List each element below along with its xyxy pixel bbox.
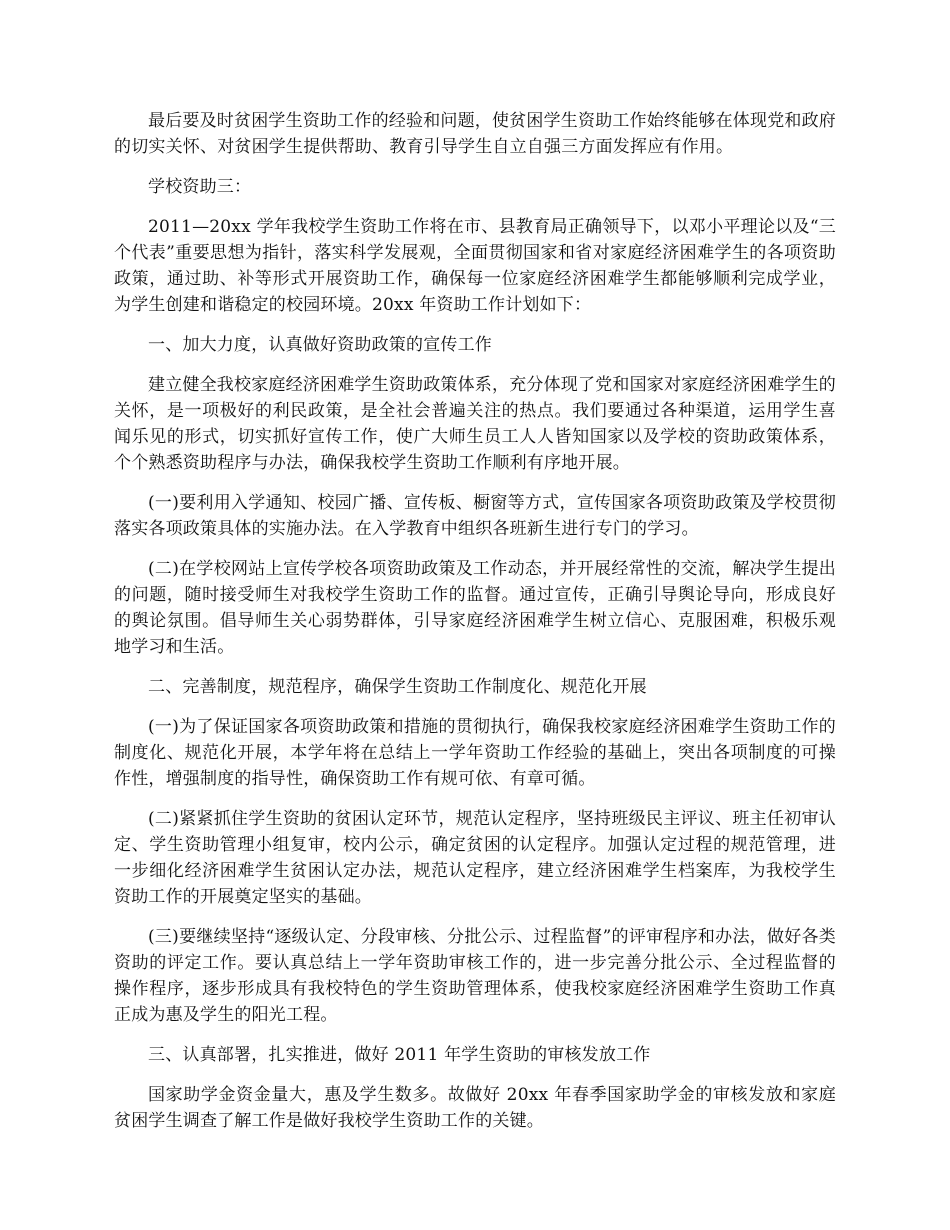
- paragraph-item-2-2: (二)紧紧抓住学生资助的贫困认定环节，规范认定程序，坚持班级民主评议、班主任初审认定、学生资助管理小组复审，校内公示，确定贫困的认定程序。加强认定过程的规范管理，进一步细化经济困难学生贫困认定办法，规范认定程序，建立经济困难学生档案库，为我校学生资助工作的开展奠定坚实的基础。: [114, 809, 836, 907]
- paragraph-intro-plan: 2011—20xx 学年我校学生资助工作将在市、县教育局正确领导下，以邓小平理论以及“三个代表”重要思想为指针，落实科学发展观，全面贯彻国家和省对家庭经济困难学生的各项资助政策，通过助、补等形式开展资助工作，确保每一位家庭经济困难学生都能够顺利完成学业，为学生创建和谐稳定的校园环境。20xx 年资助工作计划如下：: [114, 217, 836, 315]
- section-heading-school-aid-three: 学校资助三：: [148, 177, 252, 197]
- paragraph-item-2-1: (一)为了保证国家各项资助政策和措施的贯彻执行，确保我校家庭经济困难学生资助工作的制度化、规范化开展，本学年将在总结上一学年资助工作经验的基础上，突出各项制度的可操作性，增强制度的指导性，确保资助工作有规可依、有章可循。: [114, 717, 836, 789]
- paragraph-policy-system: 建立健全我校家庭经济困难学生资助政策体系，充分体现了党和国家对家庭经济困难学生的关怀，是一项极好的利民政策，是全社会普遍关注的热点。我们要通过各种渠道，运用学生喜闻乐见的形式，切实抓好宣传工作，使广大师生员工人人皆知国家以及学校的资助政策体系，个个熟悉资助程序与办法，确保我校学生资助工作顺利有序地开展。: [114, 375, 836, 473]
- heading-part-two: 二、完善制度，规范程序，确保学生资助工作制度化、规范化开展: [148, 677, 647, 697]
- document-body: [114, 108, 836, 1148]
- paragraph-national-grant: 国家助学金资金量大，惠及学生数多。故做好 20xx 年春季国家助学金的审核发放和家庭贫困学生调查了解工作是做好我校学生资助工作的关键。: [114, 1085, 836, 1131]
- heading-part-one: 一、加大力度，认真做好资助政策的宣传工作: [148, 335, 492, 355]
- paragraph-item-1-2: (二)在学校网站上宣传学校各项资助政策及工作动态，并开展经常性的交流，解决学生提出的问题，随时接受师生对我校学生资助工作的监督。通过宣传，正确引导舆论导向，形成良好的舆论氛围。倡导师生关心弱势群体，引导家庭经济困难学生树立信心、克服困难，积极乐观地学习和生活。: [114, 559, 836, 657]
- paragraph-closing-summary: 最后要及时贫困学生资助工作的经验和问题，使贫困学生资助工作始终能够在体现党和政府的切实关怀、对贫困学生提供帮助、教育引导学生自立自强三方面发挥应有作用。: [114, 111, 836, 157]
- paragraph-item-1-1: (一)要利用入学通知、校园广播、宣传板、橱窗等方式，宣传国家各项资助政策及学校贯彻落实各项政策具体的实施办法。在入学教育中组织各班新生进行专门的学习。: [114, 493, 836, 539]
- paragraph-item-2-3: (三)要继续坚持“逐级认定、分段审核、分批公示、过程监督”的评审程序和办法，做好各类资助的评定工作。要认真总结上一学年资助审核工作的，进一步完善分批公示、全过程监督的操作程序，逐步形成具有我校特色的学生资助管理体系，使我校家庭经济困难学生资助工作真正成为惠及学生的阳光工程。: [114, 927, 836, 1025]
- heading-part-three: 三、认真部署，扎实推进，做好 2011 年学生资助的审核发放工作: [148, 1045, 651, 1065]
